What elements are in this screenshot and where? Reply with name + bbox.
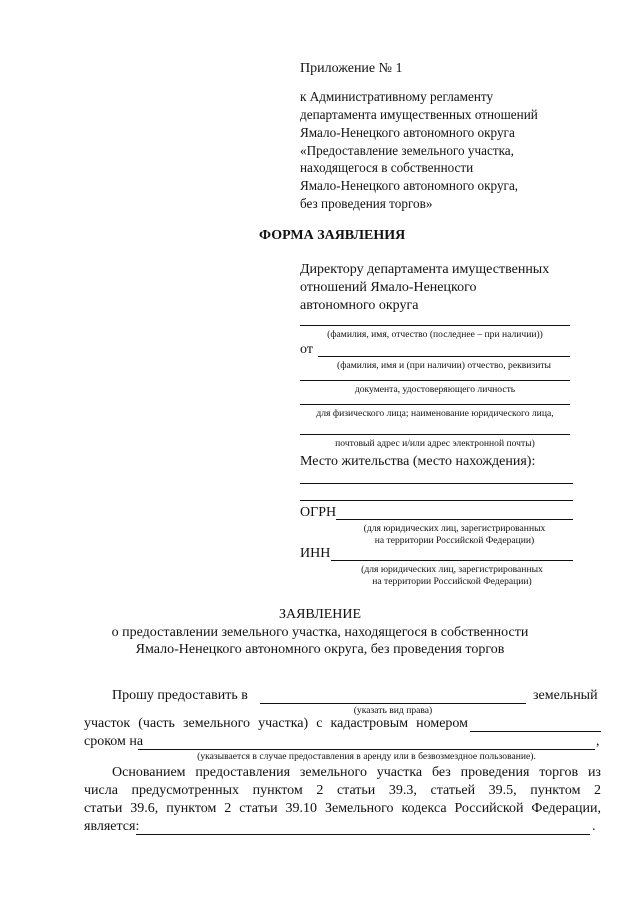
term-end: , bbox=[596, 734, 600, 749]
hint-from: (фамилия, имя и (при наличии) отчество, реквизиты bbox=[337, 360, 551, 371]
inn-label: ИНН bbox=[300, 546, 331, 561]
form-title: ФОРМА ЗАЯВЛЕНИЯ bbox=[259, 228, 406, 243]
basis-end: . bbox=[592, 819, 596, 834]
hint-entity: для физического лица; наименование юридического лица, bbox=[316, 408, 554, 419]
appendix-line: находящегося в собственности bbox=[300, 160, 474, 175]
hint-term: (указывается в случае предоставления в аренду или в безвозмездное пользование). bbox=[197, 751, 536, 762]
basis-line: статьи 39.6, пунктом 2 статьи 39.10 Земельного кодекса Российской Федерации, bbox=[84, 801, 602, 816]
residence-line-2[interactable] bbox=[300, 500, 573, 501]
hint-director: (фамилия, имя, отчество (последнее – при наличии)) bbox=[327, 329, 543, 340]
inn-hint: на территории Российской Федерации) bbox=[372, 576, 532, 587]
inn-field[interactable] bbox=[331, 560, 573, 561]
residence-label: Место жительства (место нахождения): bbox=[300, 454, 536, 469]
request-prefix: Прошу предоставить в bbox=[112, 688, 248, 703]
from-label: от bbox=[300, 342, 313, 357]
statement-subtitle: Ямало-Ненецкого автономного округа, без проведения торгов bbox=[135, 642, 505, 657]
hint-address: почтовый адрес и/или адрес электронной почты) bbox=[335, 438, 535, 449]
addressee-line: Директору департамента имущественных bbox=[300, 262, 550, 277]
parcel-text: участок (часть земельного участка) с кадастровым номером bbox=[84, 716, 469, 731]
statement-subtitle: о предоставлении земельного участка, находящегося в собственности bbox=[111, 625, 529, 640]
applicant-name-line[interactable] bbox=[318, 356, 570, 357]
term-field[interactable] bbox=[138, 749, 595, 750]
ogrn-hint: на территории Российской Федерации) bbox=[374, 535, 535, 546]
director-name-line[interactable] bbox=[300, 325, 570, 326]
statement-title: ЗАЯВЛЕНИЕ bbox=[278, 607, 362, 622]
appendix-title: Приложение № 1 bbox=[300, 61, 403, 76]
ogrn-label: ОГРН bbox=[300, 505, 337, 520]
cadastral-number-field[interactable] bbox=[470, 731, 601, 732]
appendix-line: Ямало-Ненецкого автономного округа bbox=[300, 125, 515, 140]
basis-label: является: bbox=[84, 819, 140, 834]
appendix-line: «Предоставление земельного участка, bbox=[300, 143, 514, 158]
term-label: сроком на bbox=[84, 734, 144, 749]
appendix-line: Ямало-Ненецкого автономного округа, bbox=[300, 178, 519, 193]
hint-document: документа, удостоверяющего личность bbox=[354, 384, 516, 395]
addressee-line: отношений Ямало-Ненецкого bbox=[300, 280, 477, 295]
residence-line-1[interactable] bbox=[300, 483, 573, 484]
basis-field[interactable] bbox=[136, 834, 590, 835]
basis-line: числа предусмотренных пунктом 2 статьи 39.3, статьей 39.5, пунктом 2 bbox=[84, 783, 602, 798]
addressee-line: автономного округа bbox=[300, 298, 419, 313]
applicant-line-2[interactable] bbox=[300, 380, 570, 381]
applicant-line-3[interactable] bbox=[300, 404, 570, 405]
right-type-field[interactable] bbox=[260, 703, 526, 704]
appendix-line: к Административному регламенту bbox=[300, 89, 494, 104]
hint-right: (указать вид права) bbox=[353, 705, 433, 716]
applicant-line-4[interactable] bbox=[300, 434, 570, 435]
inn-hint: (для юридических лиц, зарегистрированных bbox=[361, 564, 543, 575]
request-suffix: земельный bbox=[533, 688, 598, 703]
basis-line: Основанием предоставления земельного участка без проведения торгов из bbox=[112, 765, 601, 780]
ogrn-hint: (для юридических лиц, зарегистрированных bbox=[363, 523, 546, 534]
ogrn-field[interactable] bbox=[336, 519, 573, 520]
appendix-line: без проведения торгов» bbox=[300, 196, 433, 211]
appendix-line: департамента имущественных отношений bbox=[300, 107, 538, 122]
